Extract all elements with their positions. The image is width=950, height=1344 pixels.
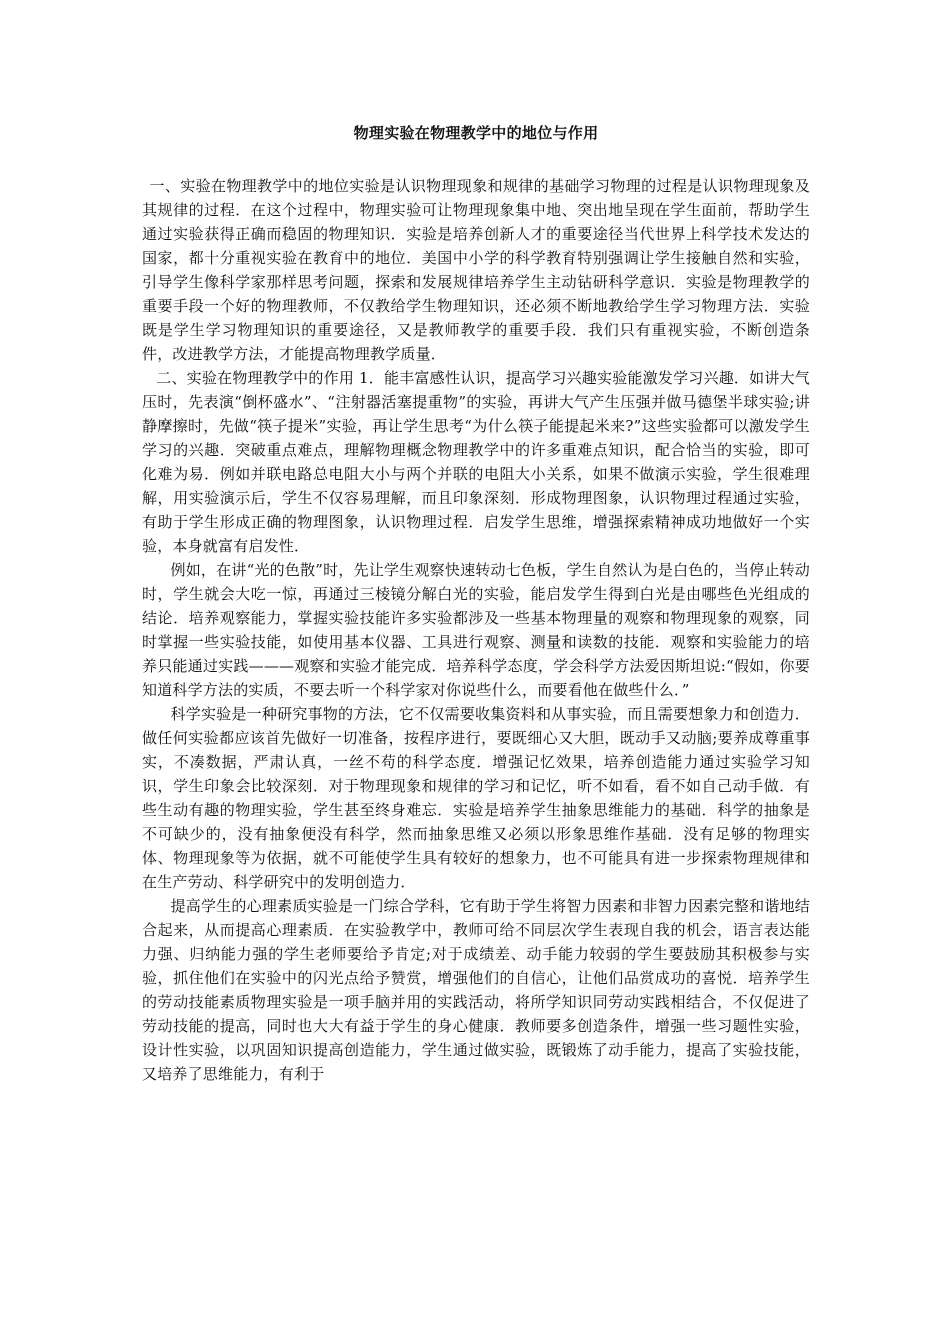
paragraph-1: 一、实验在物理教学中的地位实验是认识物理现象和规律的基础学习物理的过程是认识物理现象及其规律的过程．在这个过程中，物理实验可让物理现象集中地、突出地呈现在学生面前，帮助学生通过实验获得正确而稳固的物理知识．实验是培养创新人才的重要途径当代世界上科学技术发达的国家，都十分重视实验在教育中的地位．美国中小学的科学教育特别强调让学生接触自然和实验，引导学生像科学家那样思考问题，探索和发展规律培养学生主动钻研科学意识．实验是物理教学的重要手段一个好的物理教师，不仅教给学生物理知识，还必须不断地教给学生学习物理方法．实验既是学生学习物理知识的重要途径，又是教师教学的重要手段．我们只有重视实验，不断创造条件，改进教学方法，才能提高物理教学质量．: [142, 177, 810, 363]
paragraph-4: 科学实验是一种研究事物的方法，它不仅需要收集资料和从事实验，而且需要想象力和创造力．做任何实验都应该首先做好一切准备，按程序进行，要既细心又大胆，既动手又动脑;要养成尊重事实，不凑数据，严肃认真，一丝不苟的科学态度．增强记忆效果，培养创造能力通过实验学习知识，学生印象会比较深刻．对于物理现象和规律的学习和记忆，听不如看，看不如自己动手做．有些生动有趣的物理实验，学生甚至终身难忘．实验是培养学生抽象思维能力的基础．科学的抽象是不可缺少的，没有抽象便没有科学，然而抽象思维又必须以形象思维作基础．没有足够的物理实体、物理现象等为依据，就不可能使学生具有较好的想象力，也不可能具有进一步探索物理规律和在生产劳动、科学研究中的发明创造力．: [142, 705, 810, 891]
document-title: 物理实验在物理教学中的地位与作用: [353, 124, 599, 142]
document-page: [142, 122, 810, 1086]
paragraph-5: 提高学生的心理素质实验是一门综合学科，它有助于学生将智力因素和非智力因素完整和谐地结合起来，从而提高心理素质．在实验教学中，教师可给不同层次学生表现自我的机会，语言表达能力强、归纳能力强的学生老师要给予肯定;对于成绩差、动手能力较弱的学生要鼓励其积极参与实验，抓住他们在实验中的闪光点给予赞赏，增强他们的自信心，让他们品赏成功的喜悦．培养学生的劳动技能素质物理实验是一项手脑并用的实践活动，将所学知识同劳动实践相结合，不仅促进了劳动技能的提高，同时也大大有益于学生的身心健康．教师要多创造条件，增强一些习题性实验，设计性实验，以巩固知识提高创造能力，学生通过做实验，既锻炼了动手能力，提高了实验技能，又培养了思维能力，有利于: [142, 897, 810, 1083]
paragraph-3: 例如，在讲“光的色散”时，先让学生观察快速转动七色板，学生自然认为是白色的，当停止转动时，学生就会大吃一惊，再通过三棱镜分解白光的实验，能启发学生得到白光是由哪些色光组成的结论．培养观察能力，掌握实验技能许多实验都涉及一些基本物理量的观察和物理现象的观察，同时掌握一些实验技能，如使用基本仪器、工具进行观察、测量和读数的技能．观察和实验能力的培养只能通过实践———观察和实验才能完成．培养科学态度，学会科学方法爱因斯坦说:“假如，你要知道科学方法的实质，不要去听一个科学家对你说些什么，而要看他在做些什么．”: [142, 561, 810, 699]
paragraph-2: 二、实验在物理教学中的作用 1．能丰富感性认识，提高学习兴趣实验能激发学习兴趣．如讲大气压时，先表演“倒杯盛水”、“注射器活塞提重物”的实验，再讲大气产生压强并做马德堡半球实验;讲静摩擦时，先做“筷子提米”实验，再让学生思考“为什么筷子能提起米来?”这些实验都可以激发学生学习的兴趣．突破重点难点，理解物理概念物理教学中的许多重难点知识，配合恰当的实验，即可化难为易．例如并联电路总电阻大小与两个并联的电阻大小关系，如果不做演示实验，学生很难理解，用实验演示后，学生不仅容易理解，而且印象深刻．形成物理图象，认识物理过程通过实验，有助于学生形成正确的物理图象，认识物理过程．启发学生思维，增强探索精神成功地做好一个实验，本身就富有启发性．: [142, 369, 810, 555]
